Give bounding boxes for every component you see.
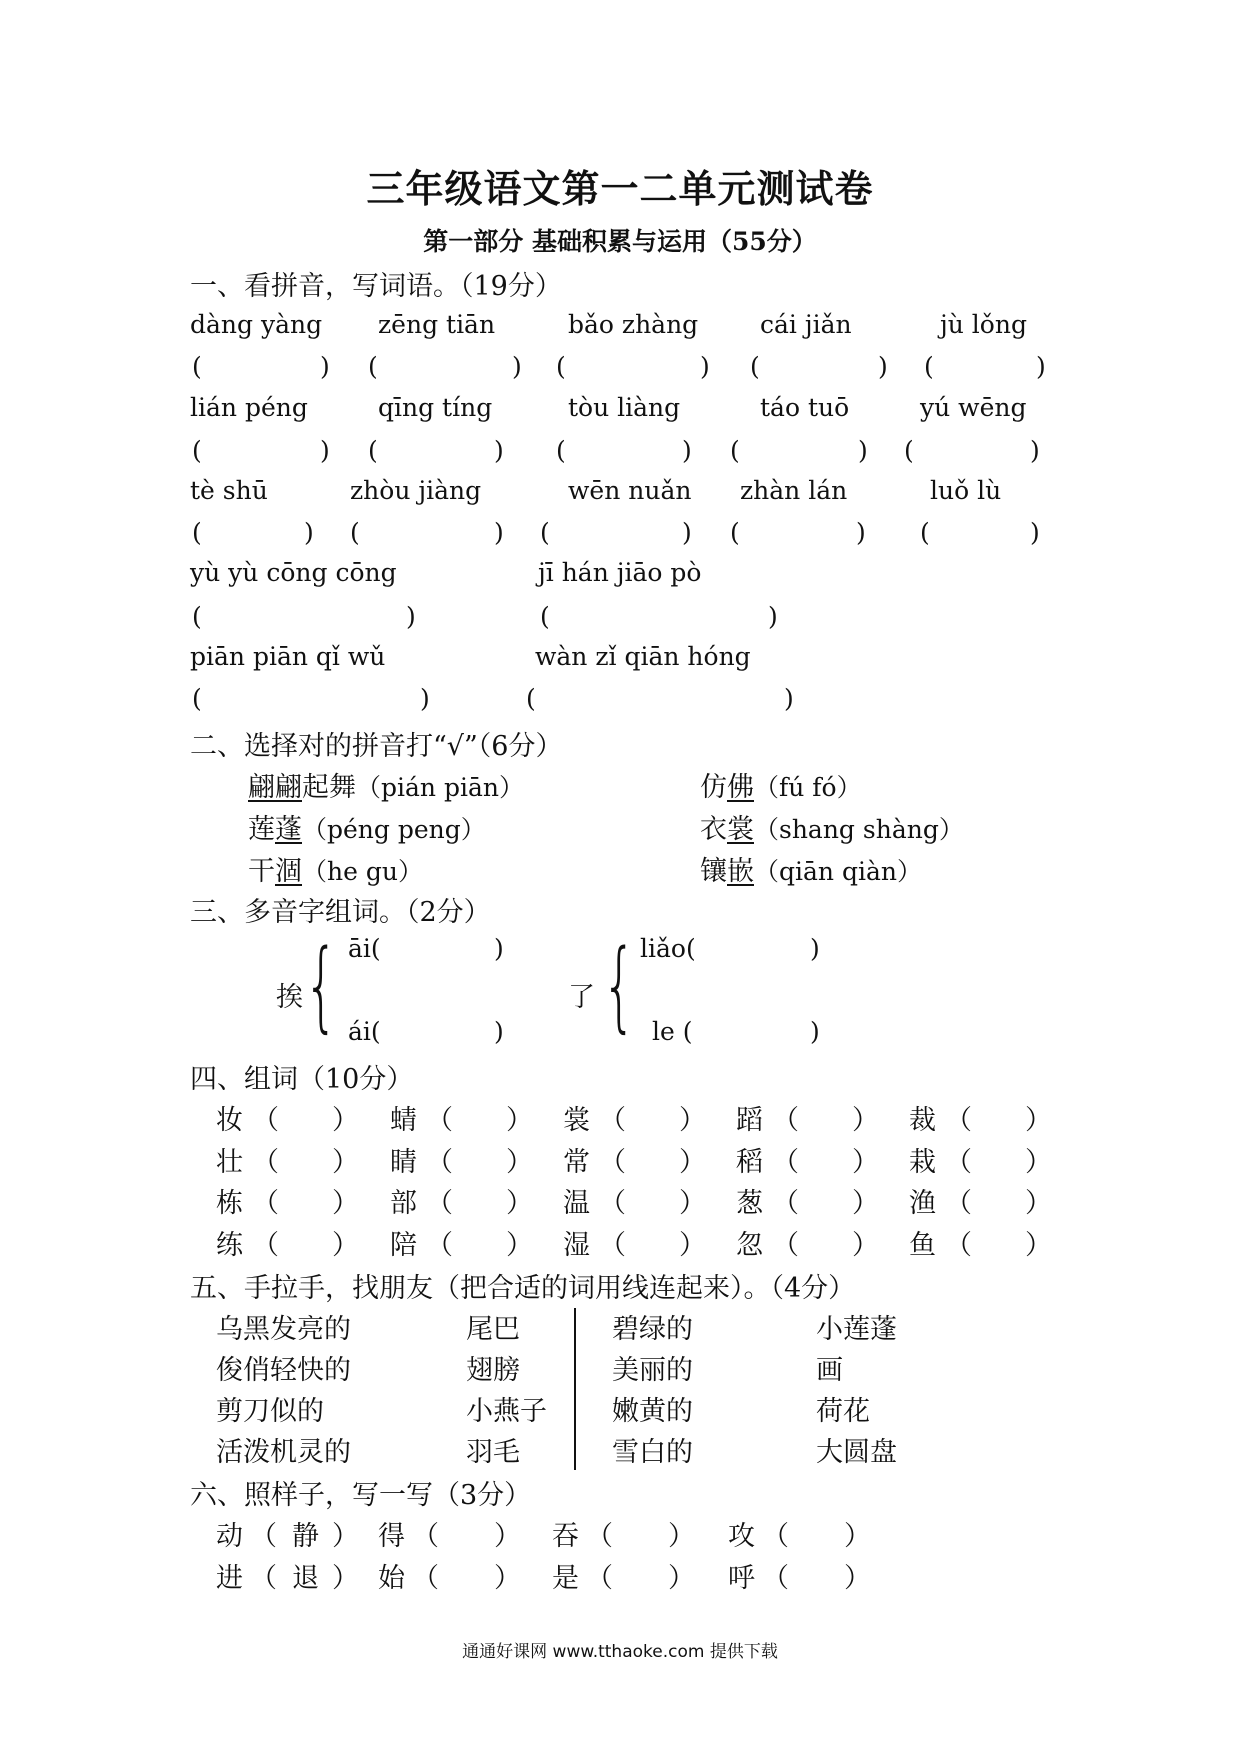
word-prefix: 仿: [700, 772, 727, 803]
match-word[interactable]: 雪白的: [612, 1437, 693, 1468]
match-word[interactable]: 大圆盘: [816, 1437, 897, 1468]
answer-blank-close: ）: [852, 1147, 879, 1178]
word-char: 栋: [216, 1188, 243, 1219]
column-divider: [574, 1308, 576, 1470]
answer-blank-close: ）: [852, 1105, 879, 1136]
word-prefix: 衣: [700, 814, 727, 845]
word-char: 练: [216, 1230, 243, 1261]
left-paren: (: [904, 436, 914, 465]
word-rest: 起舞: [302, 772, 356, 803]
left-paren: (: [368, 436, 378, 465]
answer-blank-open[interactable]: （: [599, 1230, 626, 1261]
right-paren: ): [494, 518, 504, 547]
reading-ai1[interactable]: āi(: [348, 934, 381, 963]
answer-blank-open[interactable]: （: [762, 1521, 789, 1552]
example-char: 始: [378, 1563, 405, 1594]
section-5-heading: 五、手拉手，找朋友（把合适的词用线连起来）。（4分）: [190, 1273, 856, 1304]
right-paren: ): [784, 684, 794, 713]
left-paren: (: [192, 518, 202, 547]
example-char: 攻: [728, 1521, 755, 1552]
pinyin: lián péng: [190, 393, 308, 422]
match-word[interactable]: 剪刀似的: [216, 1396, 324, 1427]
word-prefix: 干: [248, 856, 275, 887]
section-4-heading: 四、组词（10分）: [190, 1064, 414, 1095]
left-paren: (: [192, 436, 202, 465]
pinyin: tòu liàng: [568, 393, 681, 422]
pinyin: qīng tíng: [378, 393, 493, 422]
pinyin-options: （fú fó）: [754, 773, 862, 802]
answer-blank-close: ）: [844, 1563, 871, 1594]
answer-blank-open[interactable]: （: [412, 1563, 439, 1594]
word-char: 蹈: [736, 1105, 763, 1136]
target-word: 翩翩: [248, 772, 302, 803]
match-word[interactable]: 乌黑发亮的: [216, 1314, 351, 1345]
match-word[interactable]: 画: [816, 1355, 843, 1386]
answer-blank-open[interactable]: （: [426, 1230, 453, 1261]
word-char: 蜻: [390, 1105, 417, 1136]
polyphone-char-ai: 挨: [276, 982, 303, 1013]
left-paren: (: [540, 602, 550, 631]
target-char: 佛: [727, 772, 754, 803]
answer-blank-close: ）: [1025, 1230, 1052, 1261]
word-char: 鱼: [909, 1230, 936, 1261]
right-paren: ): [304, 518, 314, 547]
choice-item-1[interactable]: [248, 765, 524, 804]
right-paren: ): [320, 352, 330, 381]
match-word[interactable]: 活泼机灵的: [216, 1437, 351, 1468]
example-char: 动: [216, 1521, 243, 1552]
left-paren: (: [556, 436, 566, 465]
left-paren: (: [540, 518, 550, 547]
pinyin: wēn nuǎn: [568, 476, 692, 505]
word-char: 裳: [563, 1105, 590, 1136]
right-paren: ): [810, 934, 820, 963]
left-paren: (: [920, 518, 930, 547]
right-paren: ): [494, 436, 504, 465]
word-prefix: 镶: [700, 856, 727, 887]
right-paren: ): [810, 1017, 820, 1046]
choice-item-4[interactable]: [700, 807, 964, 846]
answer-blank-open[interactable]: （: [252, 1105, 279, 1136]
example-char: 是: [552, 1563, 579, 1594]
answer-blank-open[interactable]: （: [586, 1521, 613, 1552]
right-paren: ): [682, 518, 692, 547]
right-paren: ): [420, 684, 430, 713]
answer-blank-close: ）: [1025, 1105, 1052, 1136]
word-char: 稻: [736, 1147, 763, 1178]
left-paren: (: [750, 352, 760, 381]
match-word[interactable]: 嫩黄的: [612, 1396, 693, 1427]
answer-blank-close: ）: [332, 1230, 359, 1261]
right-paren: ): [682, 436, 692, 465]
match-word[interactable]: 尾巴: [466, 1314, 520, 1345]
answer-blank-close: ）: [852, 1230, 879, 1261]
answer-blank-open[interactable]: （: [252, 1147, 279, 1178]
match-word[interactable]: 碧绿的: [612, 1314, 693, 1345]
match-word[interactable]: 美丽的: [612, 1355, 693, 1386]
left-paren: (: [730, 518, 740, 547]
right-paren: ): [494, 934, 504, 963]
example-char: 呼: [728, 1563, 755, 1594]
answer-blank-open[interactable]: （: [772, 1147, 799, 1178]
answer-blank-open[interactable]: （: [945, 1105, 972, 1136]
right-paren: ): [856, 518, 866, 547]
right-paren: ): [1030, 436, 1040, 465]
word-char: 裁: [909, 1105, 936, 1136]
target-char: 裳: [727, 814, 754, 845]
right-paren: ): [700, 352, 710, 381]
word-char: 壮: [216, 1147, 243, 1178]
left-paren: (: [192, 352, 202, 381]
word-char: 常: [563, 1147, 590, 1178]
page-title: 三年级语文第一二单元测试卷: [366, 166, 874, 211]
right-paren: ): [494, 1017, 504, 1046]
right-paren: ): [878, 352, 888, 381]
answer-blank-open[interactable]: （: [252, 1188, 279, 1219]
answer-blank-close: ）: [506, 1147, 533, 1178]
answer-blank-open[interactable]: （: [250, 1563, 277, 1594]
answer-blank-open[interactable]: （: [412, 1521, 439, 1552]
answer-blank-close: ）: [679, 1188, 706, 1219]
answer-text[interactable]: 退: [292, 1563, 319, 1594]
word-char: 葱: [736, 1188, 763, 1219]
left-paren: (: [730, 436, 740, 465]
reading-liao[interactable]: liǎo(: [640, 934, 696, 963]
word-char: 妆: [216, 1105, 243, 1136]
word-char: 陪: [390, 1230, 417, 1261]
answer-blank-close: ）: [332, 1188, 359, 1219]
answer-blank-open[interactable]: （: [252, 1230, 279, 1261]
pinyin-options: （qiān qiàn）: [754, 857, 922, 886]
right-paren: ): [1030, 518, 1040, 547]
pinyin: jī hán jiāo pò: [538, 558, 702, 587]
match-word[interactable]: 荷花: [816, 1396, 870, 1427]
left-paren: (: [556, 352, 566, 381]
pinyin: zēng tiān: [378, 310, 496, 339]
brace-left: {: [602, 929, 637, 1043]
pinyin: jù lǒng: [940, 310, 1027, 339]
reading-ai2[interactable]: ái(: [348, 1017, 381, 1046]
answer-blank-close: ）: [506, 1105, 533, 1136]
answer-blank-open[interactable]: （: [599, 1105, 626, 1136]
answer-blank-open[interactable]: （: [426, 1188, 453, 1219]
left-paren: (: [526, 684, 536, 713]
example-char: 得: [378, 1521, 405, 1552]
answer-blank-close: ）: [494, 1521, 521, 1552]
answer-blank-close: ）: [852, 1188, 879, 1219]
answer-blank-close: ）: [679, 1105, 706, 1136]
answer-blank-open[interactable]: （: [945, 1147, 972, 1178]
target-char: 蓬: [275, 814, 302, 845]
word-prefix: 莲: [248, 814, 275, 845]
left-paren: (: [924, 352, 934, 381]
answer-blank-close: ）: [494, 1563, 521, 1594]
section-6-heading: 六、照样子，写一写（3分）: [190, 1480, 532, 1511]
word-char: 睛: [390, 1147, 417, 1178]
answer-blank-open[interactable]: （: [945, 1230, 972, 1261]
pinyin-options: （he gu）: [302, 857, 423, 886]
match-word[interactable]: 羽毛: [466, 1437, 520, 1468]
answer-blank-open[interactable]: （: [762, 1563, 789, 1594]
pinyin-options: （shang shàng）: [754, 815, 964, 844]
answer-blank-close: ）: [506, 1230, 533, 1261]
brace-left: {: [304, 929, 339, 1043]
answer-blank-close: ）: [1025, 1147, 1052, 1178]
match-word[interactable]: 小燕子: [466, 1396, 547, 1427]
part-subtitle: 第一部分 基础积累与运用（55分）: [423, 227, 817, 256]
pinyin: cái jiǎn: [760, 310, 852, 339]
answer-blank-open[interactable]: （: [772, 1188, 799, 1219]
pinyin: yú wēng: [920, 393, 1027, 422]
word-char: 湿: [563, 1230, 590, 1261]
answer-blank-close: ）: [844, 1521, 871, 1552]
answer-blank-close: ）: [332, 1521, 359, 1552]
pinyin: táo tuō: [760, 393, 850, 422]
word-char: 忽: [736, 1230, 763, 1261]
answer-blank-close: ）: [679, 1230, 706, 1261]
answer-text[interactable]: 静: [292, 1521, 319, 1552]
answer-blank-close: ）: [668, 1521, 695, 1552]
match-word[interactable]: 翅膀: [466, 1355, 520, 1386]
target-char: 嵌: [727, 856, 754, 887]
footer-credit: 通通好课网 www.tthaoke.com 提供下载: [462, 1642, 778, 1662]
word-char: 部: [390, 1188, 417, 1219]
left-paren: (: [192, 602, 202, 631]
pinyin-options: （péng peng）: [302, 815, 486, 844]
answer-blank-open[interactable]: （: [772, 1105, 799, 1136]
pinyin: tè shū: [190, 476, 268, 505]
pinyin: wàn zǐ qiān hóng: [535, 642, 751, 671]
answer-blank-open[interactable]: （: [599, 1147, 626, 1178]
word-char: 栽: [909, 1147, 936, 1178]
pinyin: luǒ lù: [930, 476, 1002, 505]
left-paren: (: [192, 684, 202, 713]
answer-blank-open[interactable]: （: [426, 1147, 453, 1178]
left-paren: (: [350, 518, 360, 547]
example-char: 进: [216, 1563, 243, 1594]
pinyin: zhòu jiàng: [350, 476, 482, 505]
pinyin-options: （pián piān）: [356, 773, 524, 802]
match-word[interactable]: 小莲蓬: [816, 1314, 897, 1345]
answer-blank-close: ）: [332, 1563, 359, 1594]
answer-blank-open[interactable]: （: [772, 1230, 799, 1261]
section-2-heading: 二、选择对的拼音打“√”（6分）: [190, 731, 563, 762]
answer-blank-close: ）: [332, 1105, 359, 1136]
right-paren: ): [858, 436, 868, 465]
answer-blank-open[interactable]: （: [945, 1188, 972, 1219]
right-paren: ): [406, 602, 416, 631]
section-1-heading: 一、看拼音，写词语。（19分）: [190, 271, 562, 302]
answer-blank-close: ）: [506, 1188, 533, 1219]
choice-item-3[interactable]: [248, 807, 486, 846]
polyphone-char-le: 了: [568, 982, 595, 1013]
pinyin: yù yù cōng cōng: [190, 558, 397, 587]
section-3-heading: 三、多音字组词。（2分）: [190, 897, 491, 928]
pinyin: dàng yàng: [190, 310, 323, 339]
answer-blank-open[interactable]: （: [426, 1105, 453, 1136]
target-char: 涸: [275, 856, 302, 887]
answer-blank-open[interactable]: （: [250, 1521, 277, 1552]
word-char: 温: [563, 1188, 590, 1219]
reading-le[interactable]: le (: [652, 1017, 693, 1046]
left-paren: (: [368, 352, 378, 381]
example-char: 吞: [552, 1521, 579, 1552]
answer-blank-close: ）: [1025, 1188, 1052, 1219]
answer-blank-close: ）: [679, 1147, 706, 1178]
pinyin: zhàn lán: [740, 476, 848, 505]
right-paren: ): [768, 602, 778, 631]
answer-blank-close: ）: [668, 1563, 695, 1594]
choice-item-2[interactable]: [700, 765, 862, 804]
answer-blank-close: ）: [332, 1147, 359, 1178]
answer-blank-open[interactable]: （: [599, 1188, 626, 1219]
choice-item-6[interactable]: [700, 849, 922, 888]
pinyin: bǎo zhàng: [568, 310, 699, 339]
right-paren: ): [512, 352, 522, 381]
match-word[interactable]: 俊俏轻快的: [216, 1355, 351, 1386]
choice-item-5[interactable]: [248, 849, 423, 888]
word-char: 渔: [909, 1188, 936, 1219]
answer-blank-open[interactable]: （: [586, 1563, 613, 1594]
right-paren: ): [320, 436, 330, 465]
right-paren: ): [1036, 352, 1046, 381]
pinyin: piān piān qǐ wǔ: [190, 642, 386, 671]
